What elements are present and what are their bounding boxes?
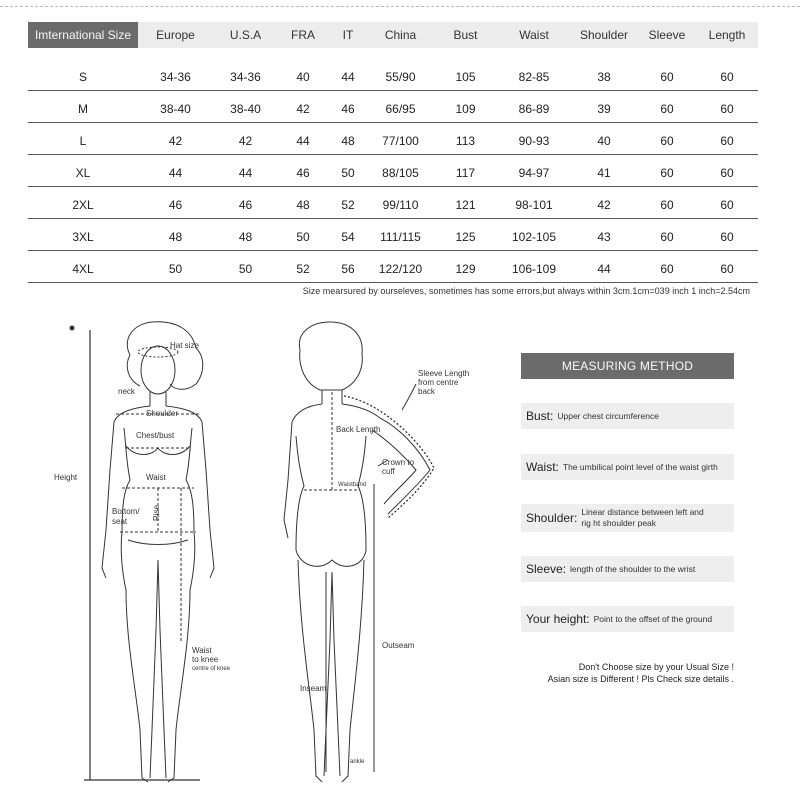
label-hat-size: Hat size	[170, 341, 199, 350]
label-chest-bust: Chest/bust	[136, 431, 175, 440]
cell-sleeve: 60	[638, 154, 696, 186]
cell-length: 60	[696, 154, 758, 186]
cell-europe: 44	[138, 154, 213, 186]
cell-waist: 106-109	[498, 250, 570, 282]
label-sleeve-length-1: Sleeve Length	[418, 369, 470, 378]
cell-bust: 113	[433, 122, 498, 154]
cell-length: 60	[696, 250, 758, 282]
table-row	[28, 90, 758, 122]
cell-bust: 117	[433, 154, 498, 186]
cell-waist: 82-85	[498, 58, 570, 90]
cell-it: 56	[328, 250, 368, 282]
cell-fra: 46	[278, 154, 328, 186]
label-waist: Waist	[146, 473, 166, 482]
cell-china: 111/115	[368, 218, 433, 250]
label-waistband: Waistband	[338, 482, 367, 488]
method-desc-waist: The umbilical point level of the waist girth	[562, 461, 718, 472]
cell-shoulder: 43	[570, 218, 638, 250]
table-row	[28, 154, 758, 186]
body-measurement-diagram	[0, 310, 500, 800]
header-length: Length	[696, 22, 758, 48]
cell-shoulder: 41	[570, 154, 638, 186]
method-row-height	[521, 606, 734, 632]
header-fra: FRA	[278, 22, 328, 48]
cell-europe: 46	[138, 186, 213, 218]
cell-usa: 42	[213, 122, 278, 154]
label-seat: seat	[112, 517, 128, 526]
cell-china: 77/100	[368, 122, 433, 154]
cell-bust: 125	[433, 218, 498, 250]
top-dashed-divider	[0, 6, 800, 7]
cell-shoulder: 40	[570, 122, 638, 154]
cell-europe: 48	[138, 218, 213, 250]
label-height: Height	[54, 473, 78, 482]
size-tip-line-2: Asian size is Different ! Pls Check size details .	[547, 674, 734, 684]
cell-size: 2XL	[28, 186, 138, 218]
cell-sleeve: 60	[638, 218, 696, 250]
cell-size: XL	[28, 154, 138, 186]
cell-europe: 34-36	[138, 58, 213, 90]
label-crown-to-cuff-1: Crown to	[382, 458, 415, 467]
cell-it: 54	[328, 218, 368, 250]
method-desc-shoulder: Linear distance between left and rig ht shoulder peak	[581, 507, 704, 528]
cell-sleeve: 60	[638, 186, 696, 218]
method-term-bust: Bust:	[526, 409, 554, 423]
header-sleeve: Sleeve	[638, 22, 696, 48]
cell-it: 52	[328, 186, 368, 218]
cell-sleeve: 60	[638, 122, 696, 154]
cell-length: 60	[696, 122, 758, 154]
cell-bust: 105	[433, 58, 498, 90]
cell-sleeve: 60	[638, 58, 696, 90]
cell-bust: 109	[433, 90, 498, 122]
header-waist: Waist	[498, 22, 570, 48]
label-inseam: Inseam	[300, 684, 327, 693]
cell-length: 60	[696, 90, 758, 122]
size-chart-table	[28, 22, 758, 283]
method-row-bust	[521, 403, 734, 429]
cell-fra: 40	[278, 58, 328, 90]
table-row	[28, 250, 758, 282]
cell-bust: 129	[433, 250, 498, 282]
size-table-header-row	[28, 22, 758, 48]
table-row	[28, 186, 758, 218]
cell-waist: 90-93	[498, 122, 570, 154]
cell-usa: 48	[213, 218, 278, 250]
cell-fra: 48	[278, 186, 328, 218]
cell-china: 55/90	[368, 58, 433, 90]
label-centre-of-knee: centre of knee	[192, 666, 231, 672]
cell-size: S	[28, 58, 138, 90]
cell-sleeve: 60	[638, 90, 696, 122]
header-shoulder: Shoulder	[570, 22, 638, 48]
back-figure	[284, 322, 434, 782]
cell-length: 60	[696, 58, 758, 90]
cell-size: L	[28, 122, 138, 154]
label-bottom: Bottom/	[112, 507, 140, 516]
method-term-sleeve: Sleeve:	[526, 562, 567, 576]
cell-usa: 38-40	[213, 90, 278, 122]
label-back-length: Back Length	[336, 425, 381, 434]
cell-it: 48	[328, 122, 368, 154]
method-row-shoulder	[521, 504, 734, 532]
cell-size: 3XL	[28, 218, 138, 250]
label-sleeve-length-3: back	[418, 387, 435, 396]
header-usa: U.S.A	[213, 22, 278, 48]
cell-bust: 121	[433, 186, 498, 218]
cell-shoulder: 38	[570, 58, 638, 90]
cell-china: 122/120	[368, 250, 433, 282]
cell-waist: 98-101	[498, 186, 570, 218]
cell-fra: 52	[278, 250, 328, 282]
label-outseam: Outseam	[382, 641, 415, 650]
label-waist-to-knee-2: to knee	[192, 655, 219, 664]
table-row	[28, 122, 758, 154]
method-row-waist	[521, 454, 734, 480]
method-term-shoulder: Shoulder:	[526, 511, 578, 525]
label-shoulder: Shoulder	[146, 409, 179, 418]
cell-it: 44	[328, 58, 368, 90]
cell-length: 60	[696, 218, 758, 250]
measuring-method-title: MEASURING METHOD	[521, 353, 734, 379]
cell-shoulder: 44	[570, 250, 638, 282]
cell-china: 88/105	[368, 154, 433, 186]
cell-fra: 50	[278, 218, 328, 250]
label-rise: Rise	[152, 504, 161, 521]
cell-length: 60	[696, 186, 758, 218]
cell-china: 99/110	[368, 186, 433, 218]
header-international-size: Imternational Size	[28, 22, 138, 48]
label-waist-to-knee-1: Waist	[192, 646, 212, 655]
size-tip-line-1: Don't Choose size by your Usual Size !	[578, 662, 734, 672]
front-figure	[70, 322, 214, 782]
cell-usa: 34-36	[213, 58, 278, 90]
method-desc-height: Point to the offset of the ground	[593, 613, 713, 624]
cell-usa: 50	[213, 250, 278, 282]
method-row-sleeve	[521, 556, 734, 582]
method-desc-bust: Upper chest circumference	[557, 410, 659, 421]
size-table-body	[28, 48, 758, 282]
label-ankle: ankle	[350, 759, 365, 765]
header-europe: Europe	[138, 22, 213, 48]
table-row	[28, 218, 758, 250]
measurement-note: Size mearsured by ourseleves, sometimes has some errors,but always within 3cm.1cm=039 inch 1 inch=2.54cm	[302, 286, 750, 296]
method-term-waist: Waist:	[526, 460, 559, 474]
cell-waist: 102-105	[498, 218, 570, 250]
header-bust: Bust	[433, 22, 498, 48]
cell-shoulder: 39	[570, 90, 638, 122]
cell-fra: 44	[278, 122, 328, 154]
cell-europe: 50	[138, 250, 213, 282]
cell-size: M	[28, 90, 138, 122]
cell-usa: 44	[213, 154, 278, 186]
cell-sleeve: 60	[638, 250, 696, 282]
label-crown-to-cuff-2: cuff	[382, 467, 395, 476]
cell-it: 46	[328, 90, 368, 122]
label-sleeve-length-2: from centre	[418, 378, 459, 387]
cell-waist: 86-89	[498, 90, 570, 122]
cell-europe: 42	[138, 122, 213, 154]
label-neck: neck	[118, 387, 135, 396]
method-term-height: Your height:	[526, 612, 590, 626]
table-row	[28, 58, 758, 90]
header-china: China	[368, 22, 433, 48]
cell-size: 4XL	[28, 250, 138, 282]
cell-fra: 42	[278, 90, 328, 122]
cell-europe: 38-40	[138, 90, 213, 122]
method-desc-sleeve: length of the shoulder to the wrist	[570, 563, 696, 574]
cell-china: 66/95	[368, 90, 433, 122]
cell-it: 50	[328, 154, 368, 186]
cell-usa: 46	[213, 186, 278, 218]
header-it: IT	[328, 22, 368, 48]
cell-shoulder: 42	[570, 186, 638, 218]
cell-waist: 94-97	[498, 154, 570, 186]
